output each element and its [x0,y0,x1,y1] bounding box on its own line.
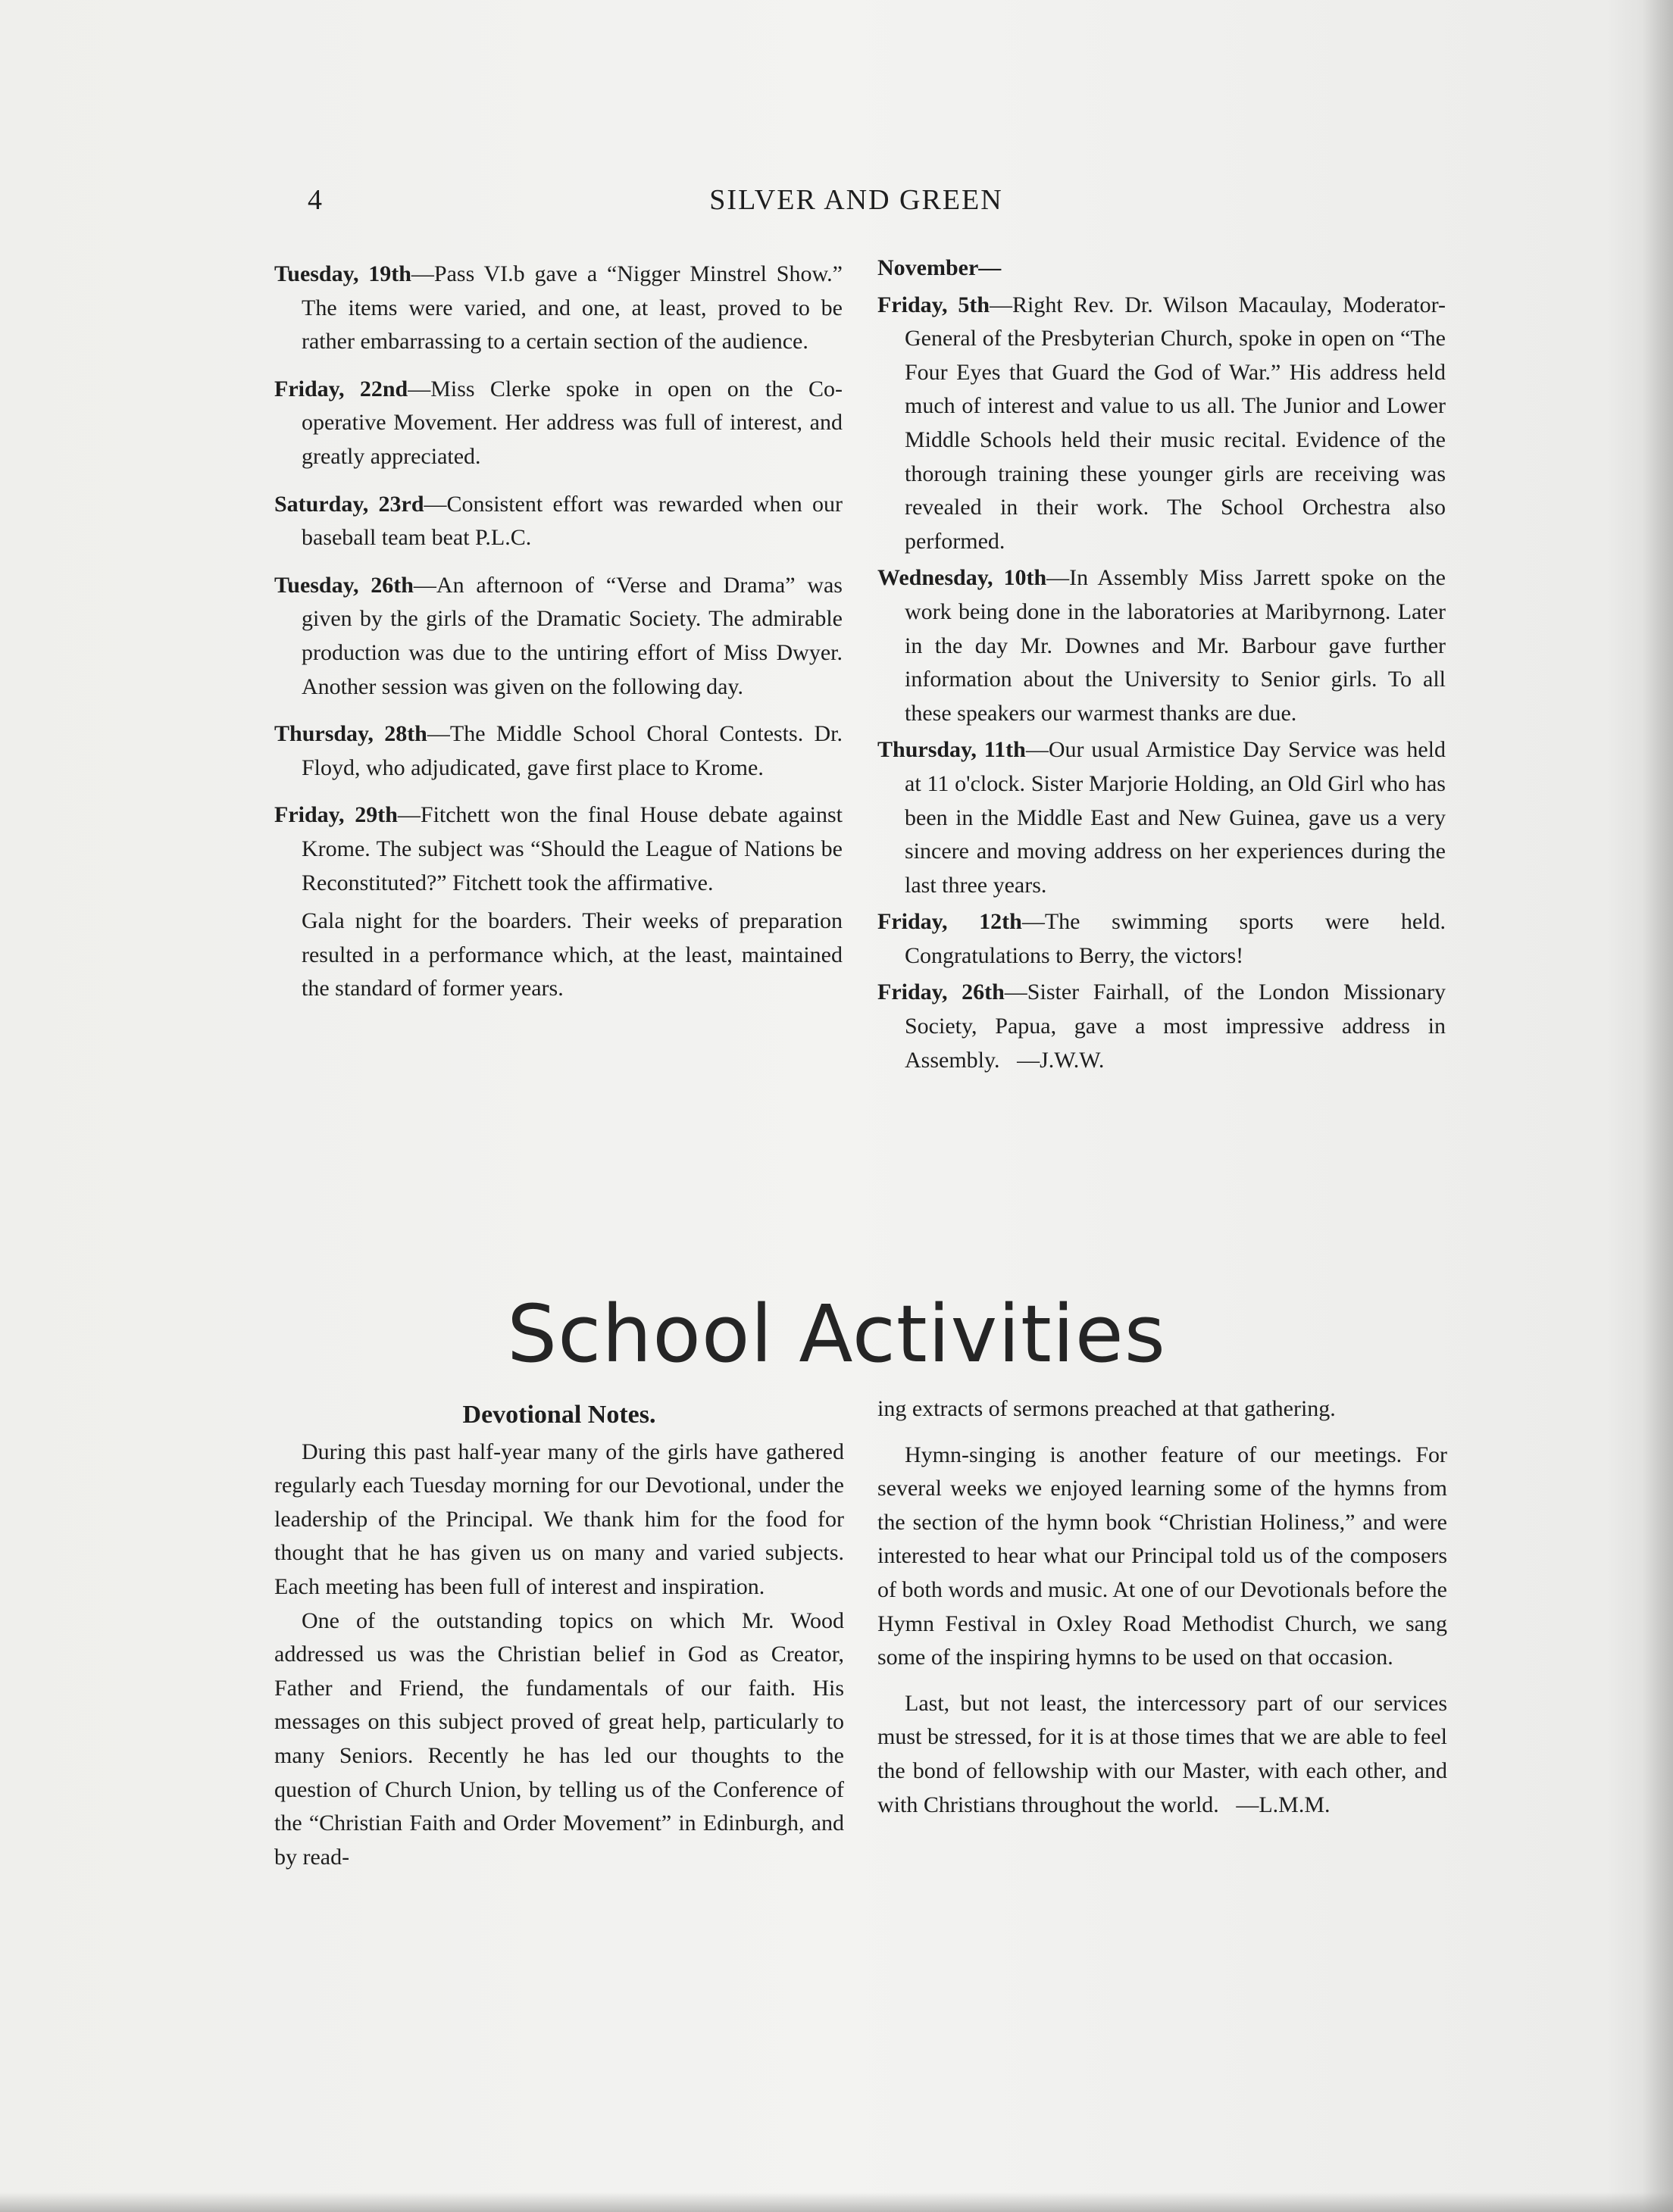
diary-entry [274,569,843,704]
running-title: SILVER AND GREEN [709,184,1003,216]
diary-note: Gala night for the boarders. Their weeks of preparation resulted in a performance which, at the least, maintained the standard of former years. [302,908,843,1001]
page-header [303,183,1455,229]
entry-date: Friday, 26th [877,979,1005,1005]
entry-text: —Fitchett won the final House debate against Krome. The subject was “Should the League of Nations be Reconstituted?” Fitchett took the affirmative. [302,802,843,895]
diary-right-column [877,252,1446,1091]
entry-text: —Right Rev. Dr. Wilson Macaulay, Moderator-General of the Presbyterian Church, spoke in open on “The Four Eyes that Guard the God of War.” His address held much of interest and value to us all. The Junior and Lower Middle Schools held their music recital. Evidence of the thorough training these younger girls are receiving was revealed in their work. The School Orchestra also performed. [905,292,1446,554]
paragraph [877,1687,1447,1822]
diary-left-column [274,258,843,1006]
entry-text: —Our usual Armistice Day Service was held at 11 o'clock. Sister Marjorie Holding, an Old Girl who has been in the Middle East and New Guinea, gave us a very sincere and moving address on her experiences during the last three years. [905,737,1446,898]
month-heading: November— [877,255,1002,280]
entry-date: Saturday, 23rd [274,491,424,517]
diary-entry [877,289,1446,559]
paragraph: One of the outstanding topics on which Mr. Wood addressed us was the Christian belief in God as Creator, Father and Friend, the fundamentals of our faith. His messages on this subject proved of great help, particularly to many Seniors. Recently he has led our thoughts to the question of Church Union, by telling us of the Conference of the “Christian Faith and Order Movement” in Edinburgh, and by read- [274,1607,844,1870]
paragraph-text: Last, but not least, the intercessory part of our services must be stressed, for it is at those times that we are able to feel the bond of fellowship with our Master, with each other, and with Christians throughout the world. [877,1690,1447,1817]
entry-text: —Pass VI.b gave a “Nigger Minstrel Show.” The items were varied, and one, at least, proved to be rather embarrassing to a certain section of the audience. [302,261,843,355]
diary-entry [274,488,843,555]
page-shadow-bottom [0,2192,1673,2212]
entry-date: Wednesday, 10th [877,565,1047,591]
diary-entry [877,561,1446,730]
page-shadow-right [1643,0,1673,2212]
entry-text: —An afternoon of “Verse and Drama” was given by the girls of the Dramatic Society. The admirable production was due to the untiring effort of Miss Dwyer. Another session was given on the following day. [302,572,843,699]
entry-date: Tuesday, 19th [274,261,411,286]
entry-text: —In Assembly Miss Jarrett spoke on the work being done in the laboratories at Maribyrnong. Later in the day Mr. Downes and Mr. Barbour gave further information about the University to Senior girls. To all these speakers our warmest thanks are due. [905,565,1446,726]
entry-date: Thursday, 28th [274,721,427,747]
paragraph: ing extracts of sermons preached at that gathering. [877,1396,1336,1421]
entry-date: Thursday, 11th [877,737,1026,763]
diary-entry [877,905,1446,973]
signature: —J.W.W. [1017,1047,1105,1073]
diary-entry [274,717,843,785]
diary-entry [274,258,843,359]
devotional-right-column [877,1392,1447,1822]
paragraph: Hymn-singing is another feature of our meetings. For several weeks we enjoyed learning some of the hymns from the section of the hymn book “Christian Holiness,” and were interested to hear what our Principal told us of the composers of both words and music. At one of our Devotionals before the Hymn Festival in Oxley Road Methodist Church, we sang some of the inspiring hymns to be used on that occasion. [877,1442,1447,1670]
entry-date: Friday, 22nd [274,376,408,401]
entry-text: —Sister Fairhall, of the London Missionary Society, Papua, gave a most impressive address in Assembly. [905,979,1446,1073]
entry-text: —Consistent effort was rewarded when our baseball team beat P.L.C. [302,491,843,551]
signature: —L.M.M. [1236,1792,1331,1817]
paragraph: During this past half-year many of the girls have gathered regularly each Tuesday morning for our Devotional, under the leadership of the Principal. We thank him for the food for thought that he has given us on many and varied subjects. Each meeting has been full of interest and inspiration. [274,1439,844,1599]
entry-text: —Miss Clerke spoke in open on the Co-operative Movement. Her address was full of interest, and greatly appreciated. [302,376,843,469]
diary-entry [274,798,843,900]
diary-entry [274,373,843,474]
diary-entry [877,733,1446,902]
entry-date: Friday, 29th [274,802,398,828]
diary-entry [877,976,1446,1077]
entry-date: Tuesday, 26th [274,572,414,598]
devotional-heading: Devotional Notes. [462,1401,656,1429]
devotional-left-column [274,1392,844,1874]
section-title: School Activities [507,1288,1166,1380]
entry-text: —The Middle School Choral Contests. Dr. Floyd, who adjudicated, gave first place to Krome. [302,721,843,780]
entry-text: —The swimming sports were held. Congratulations to Berry, the victors! [905,909,1446,968]
entry-date: Friday, 5th [877,292,990,317]
entry-date: Friday, 12th [877,909,1022,935]
page-number: 4 [308,184,323,216]
